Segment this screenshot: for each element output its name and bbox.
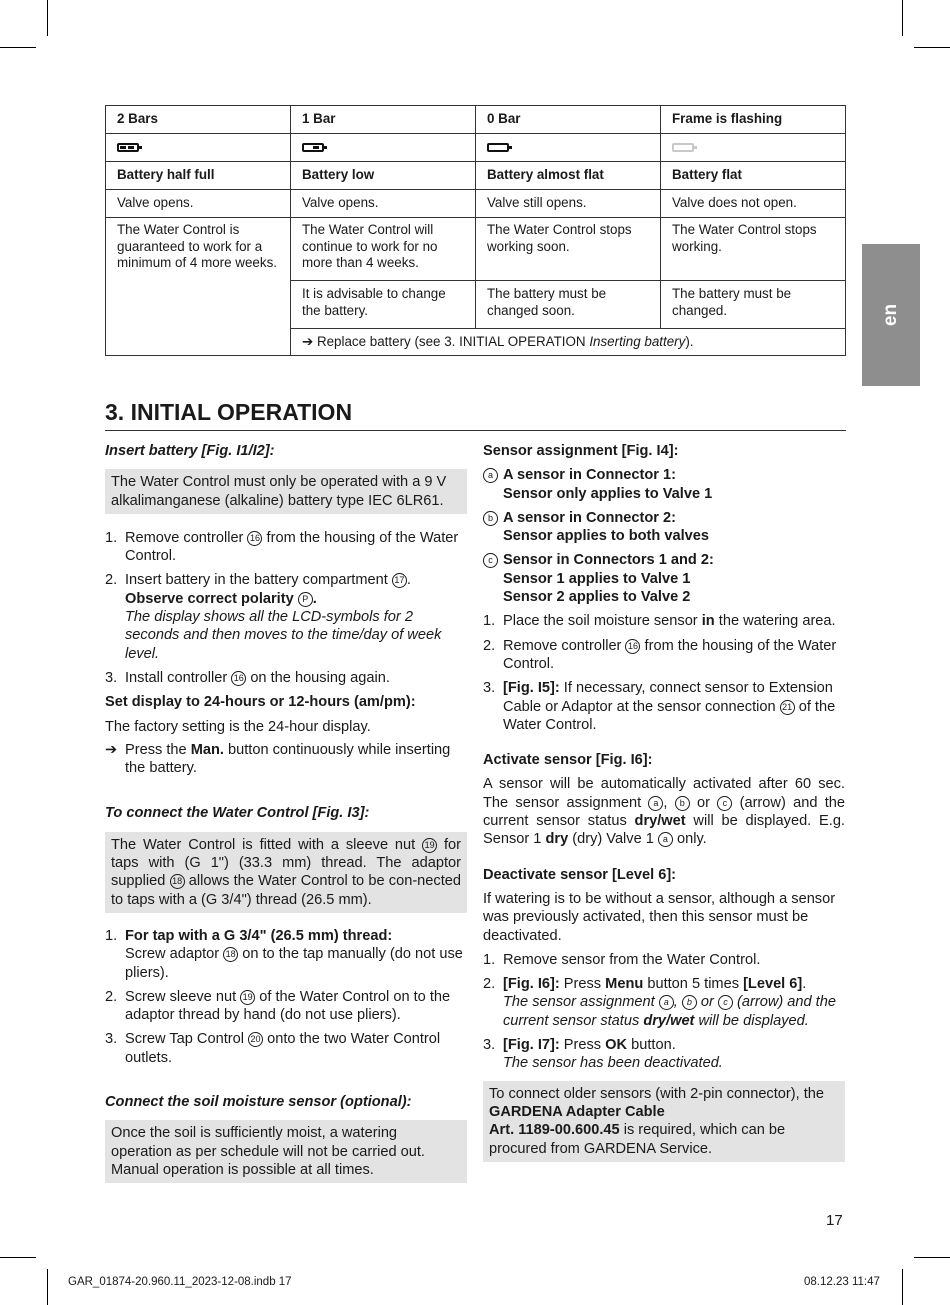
language-tab <box>862 244 920 386</box>
display-factory-text: The factory setting is the 24-hour display. <box>105 718 371 735</box>
table-cell: It is advisable to change the battery. <box>291 281 476 329</box>
soil-sensor-note: Once the soil is sufficiently moist, a watering operation as per schedule will not be carried out. Manual operation is possible at all times. <box>105 1120 467 1183</box>
table-header: Frame is flashing <box>661 106 846 134</box>
soil-sensor-heading: Connect the soil moisture sensor (optional): <box>105 1094 412 1111</box>
crop-mark <box>902 0 903 36</box>
table-cell: Valve still opens. <box>476 190 661 218</box>
list-item: 3. Screw Tap Control 20 onto the two Water Control outlets. <box>105 1031 441 1066</box>
crop-mark <box>47 0 48 36</box>
list-item: ➔ Press the Man. button continuously while inserting the battery. <box>105 741 451 777</box>
callout-18: 18 <box>170 874 185 889</box>
list-item: 2. Screw sleeve nut 19 of the Water Control on to the adaptor thread by hand (do not use pliers). <box>105 988 451 1024</box>
table-cell: The Water Control stops working. <box>661 218 846 281</box>
table-header: 1 Bar <box>291 106 476 134</box>
table-cell <box>661 134 846 162</box>
crop-mark <box>914 47 950 48</box>
table-cell: The Water Control will continue to work for no more than 4 weeks. <box>291 218 476 281</box>
callout-19: 19 <box>240 990 255 1005</box>
table-cell: Battery flat <box>661 162 846 190</box>
list-item: 1. Place the soil moisture sensor in the watering area. <box>483 613 836 630</box>
assignment-option-b: b A sensor in Connector 2: Sensor applies to both valves <box>483 509 845 546</box>
list-item: 3. Install controller 16 on the housing again. <box>105 669 390 686</box>
sensor-assignment-heading: Sensor assignment [Fig. I4]: <box>483 443 679 459</box>
deactivate-sensor-intro: If watering is to be without a sensor, although a sensor was previously activated, then this sensor must be deactivated. <box>483 890 836 944</box>
callout-p: P <box>298 592 313 607</box>
language-tab-label: en <box>880 303 901 327</box>
table-header: 0 Bar <box>476 106 661 134</box>
list-item: 3. [Fig. I7]: Press OK button. The sensor has been deactivated. <box>483 1037 723 1072</box>
section-title: 3. INITIAL OPERATION <box>105 396 846 431</box>
assignment-option-a: a A sensor in Connector 1: Sensor only applies to Valve 1 <box>483 466 845 503</box>
callout-c: c <box>483 553 498 568</box>
battery-flashing-frame-icon <box>672 143 694 152</box>
battery-empty-icon <box>487 143 509 152</box>
crop-mark <box>0 1257 36 1258</box>
battery-two-bars-icon <box>117 143 139 152</box>
list-item: 1. Remove controller 16 from the housing of the Water Control. <box>105 529 459 565</box>
assignment-option-c: c Sensor in Connectors 1 and 2: Sensor 1 applies to Valve 1 Sensor 2 applies to Valve 2 <box>483 551 845 606</box>
table-cell: Valve opens. <box>106 190 291 218</box>
table-cell: The Water Control is guaranteed to work for a minimum of 4 more weeks. <box>106 218 291 356</box>
table-cell: The battery must be changed. <box>661 281 846 329</box>
table-cell <box>106 134 291 162</box>
list-item: 1. For tap with a G 3/4" (26.5 mm) thread: Screw adaptor 18 on to the tap manually (do not use pliers). <box>105 927 463 981</box>
table-header: 2 Bars <box>106 106 291 134</box>
battery-one-bar-icon <box>302 143 324 152</box>
table-cell: Valve opens. <box>291 190 476 218</box>
connect-heading: To connect the Water Control [Fig. I3]: <box>105 805 370 822</box>
insert-battery-heading: Insert battery [Fig. I1/I2]: <box>105 443 275 459</box>
table-cell: The battery must be changed soon. <box>476 281 661 329</box>
insert-battery-note: The Water Control must only be operated with a 9 V alkalimanganese (alkaline) battery type IEC 6LR61. <box>105 469 467 514</box>
crop-mark <box>0 47 36 48</box>
callout-19: 19 <box>422 838 437 853</box>
battery-status-table <box>105 105 846 356</box>
list-item: 1. Remove sensor from the Water Control. <box>483 951 761 968</box>
list-item: 3. [Fig. I5]: If necessary, connect sensor to Extension Cable or Adaptor at the sensor connection 21 of the Water Control. <box>483 680 836 733</box>
table-cell <box>291 134 476 162</box>
callout-b: b <box>483 511 498 526</box>
display-heading: Set display to 24-hours or 12-hours (am/pm): <box>105 694 416 711</box>
list-item: 2. [Fig. I6]: Press Menu button 5 times [Level 6]. The sensor assignment a , b or c (arrow) and the current sensor status dry/wet will be displayed. <box>483 976 836 1029</box>
callout-16: 16 <box>231 671 246 686</box>
activate-sensor-text: A sensor will be automatically activated after 60 sec. The sensor assignment a , b or c (arrow) and the current sensor status dry/wet will be displayed. E.g. Sensor 1 dry (dry) Valve 1 a only. <box>483 776 846 848</box>
crop-mark <box>902 1269 903 1305</box>
table-cell: Battery low <box>291 162 476 190</box>
callout-16: 16 <box>625 639 640 654</box>
callout-18: 18 <box>223 947 238 962</box>
left-column <box>105 440 467 1183</box>
list-item: 2. Insert battery in the battery compartment 17 . Observe correct polarity P . The display shows all the LCD-symbols for 2 seconds and then moves to the time/day of week level. <box>105 572 442 662</box>
connect-note: The Water Control is fitted with a sleeve nut 19 for taps with (G 1") (33.3 mm) thread. The adaptor supplied 18 allows the Water Control to be con-nected to taps with a (G 3/4") thread (26.5 mm). <box>105 832 467 913</box>
page-number: 17 <box>826 1212 843 1229</box>
list-item: 2. Remove controller 16 from the housing of the Water Control. <box>483 637 837 672</box>
table-cell: Battery almost flat <box>476 162 661 190</box>
callout-20: 20 <box>248 1032 263 1047</box>
callout-a: a <box>483 468 498 483</box>
callout-17: 17 <box>392 573 407 588</box>
table-cell-replace-battery: ➔ Replace battery (see 3. INITIAL OPERATION Inserting battery). <box>291 329 846 356</box>
crop-mark <box>47 1269 48 1305</box>
table-cell: Valve does not open. <box>661 190 846 218</box>
deactivate-sensor-heading: Deactivate sensor [Level 6]: <box>483 866 677 883</box>
crop-mark <box>914 1257 950 1258</box>
footer-timestamp: 08.12.23 11:47 <box>804 1276 880 1288</box>
callout-21: 21 <box>780 700 795 715</box>
older-sensor-note: To connect older sensors (with 2-pin connector), the GARDENA Adapter Cable Art. 1189-00.600.45 is required, which can be procured from GARDENA Service. <box>483 1081 845 1162</box>
callout-16: 16 <box>247 531 262 546</box>
footer-filename: GAR_01874-20.960.11_2023-12-08.indb 17 <box>68 1276 292 1288</box>
activate-sensor-heading: Activate sensor [Fig. I6]: <box>483 752 653 769</box>
table-cell: Battery half full <box>106 162 291 190</box>
table-cell: The Water Control stops working soon. <box>476 218 661 281</box>
right-column <box>483 440 845 1162</box>
table-cell <box>476 134 661 162</box>
